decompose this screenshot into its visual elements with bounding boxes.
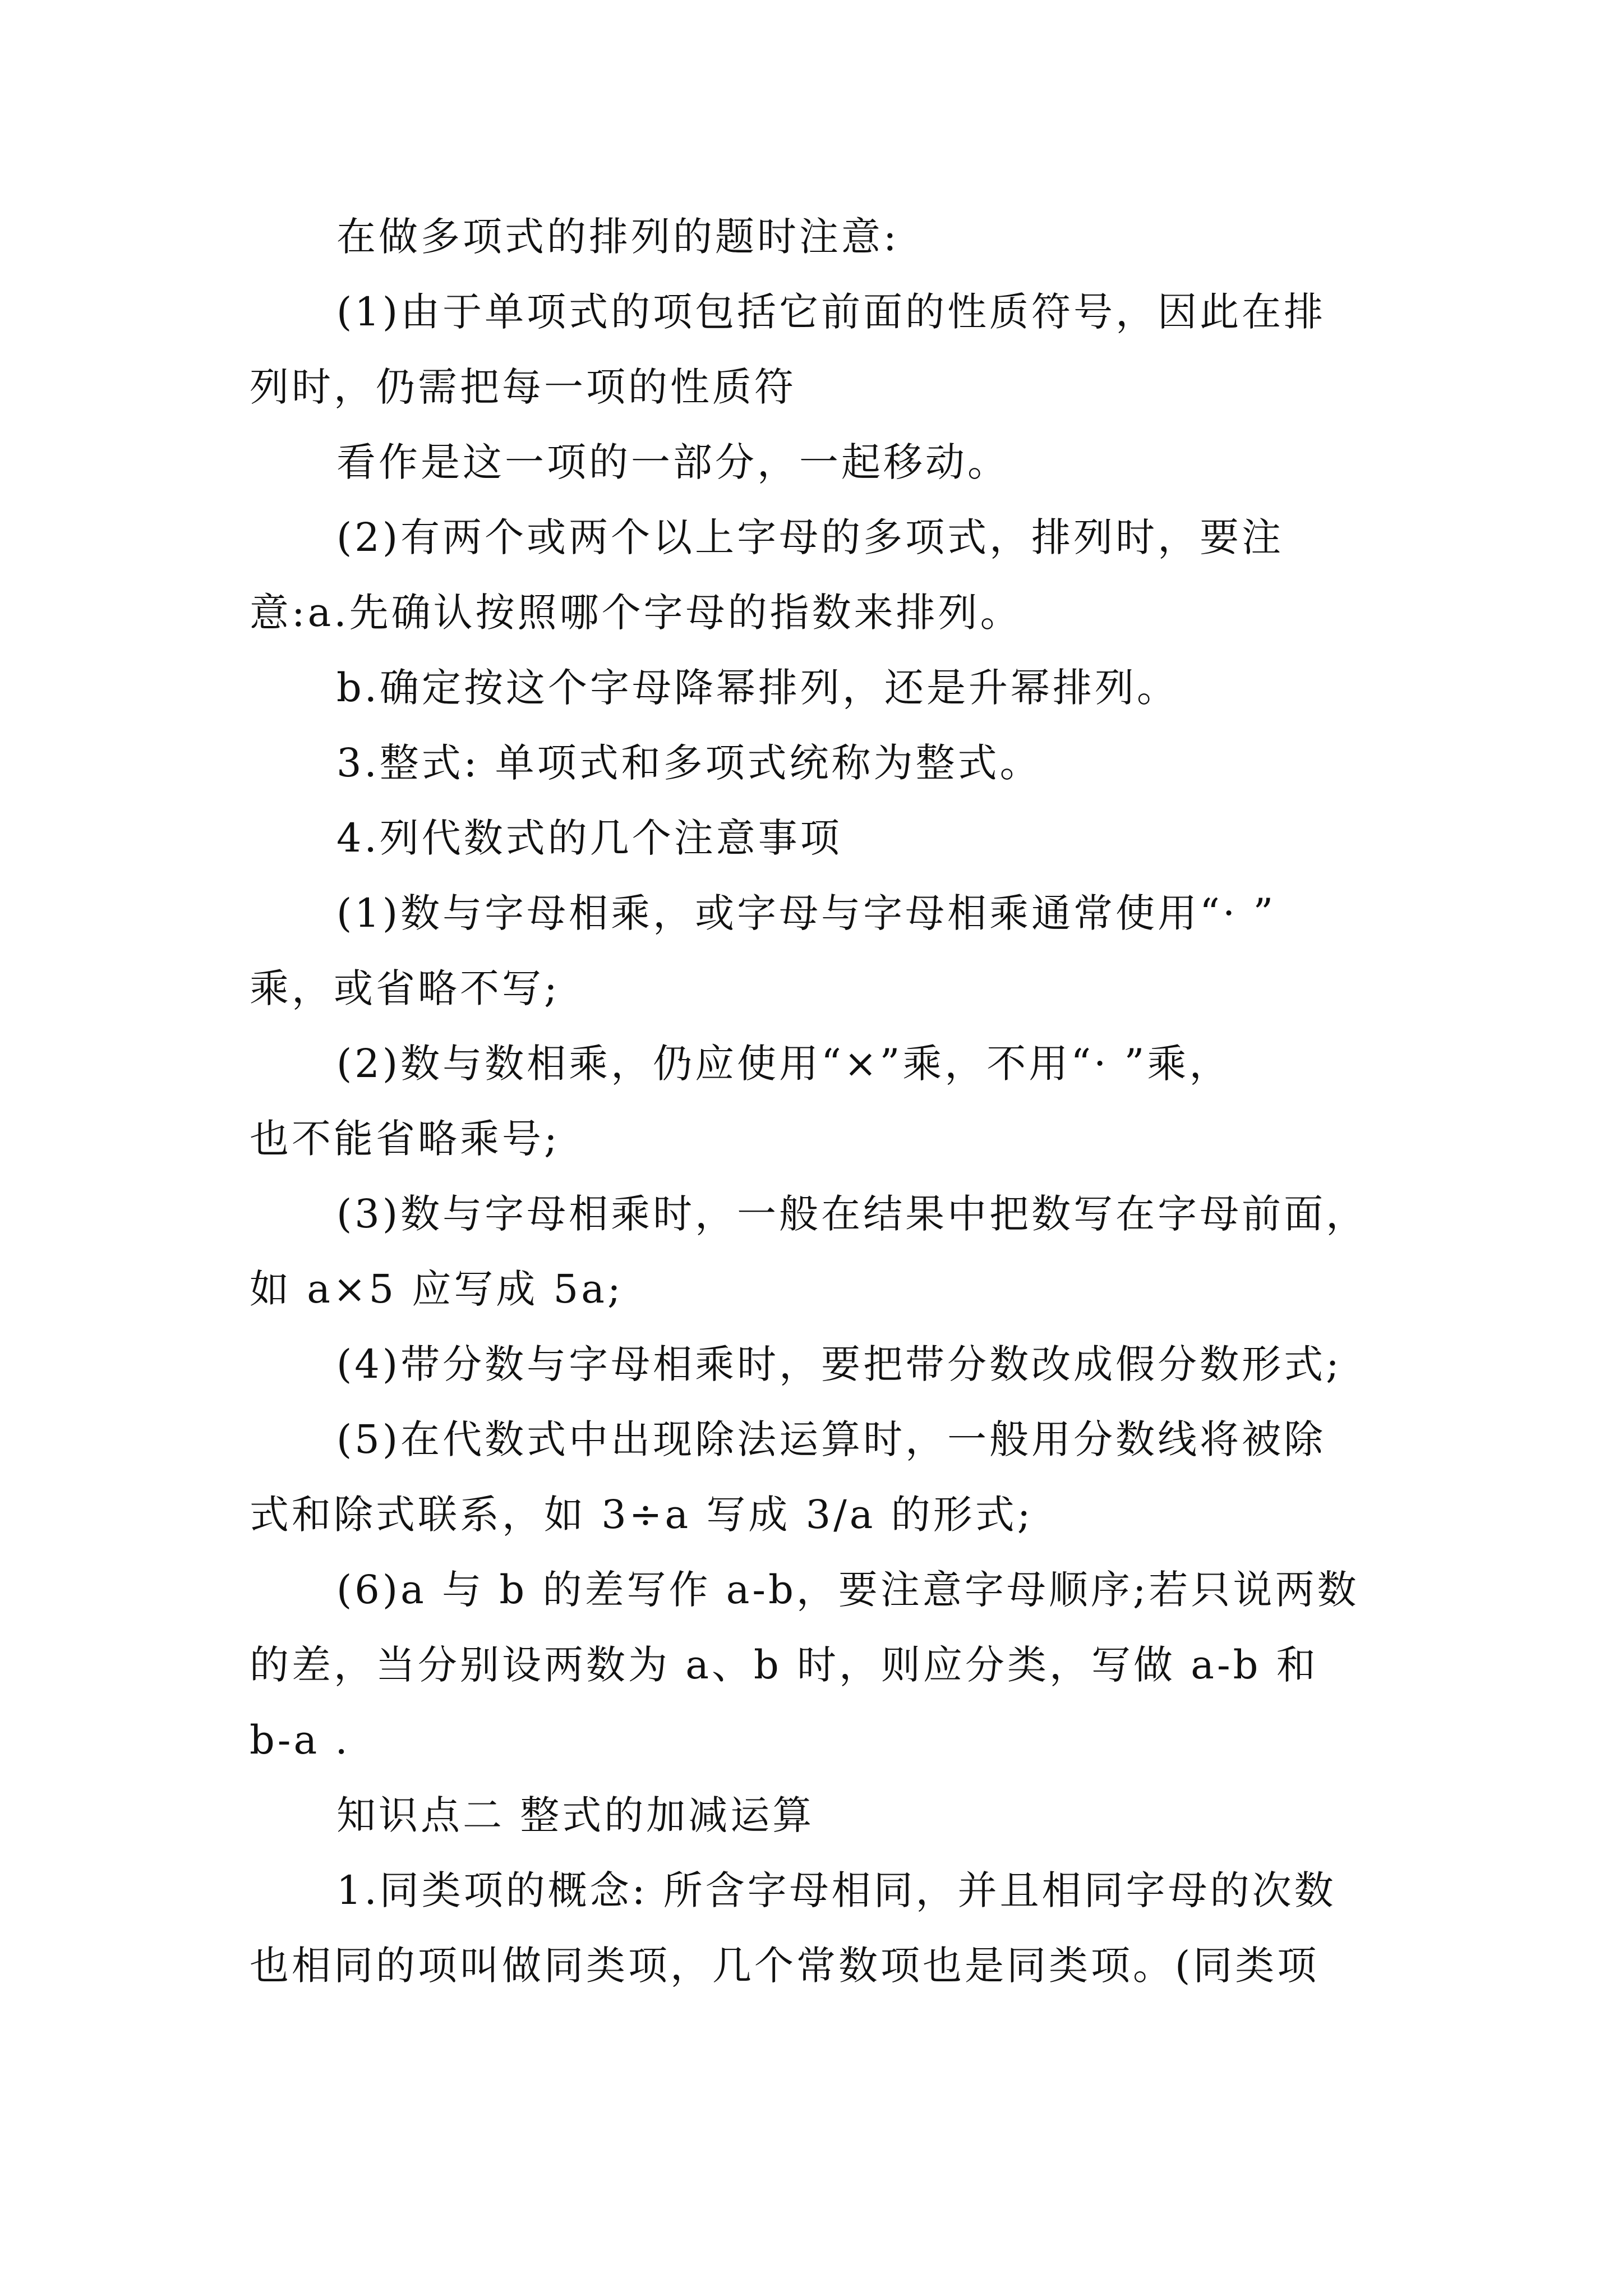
text-line: 在做多项式的排列的题时注意: <box>336 214 900 260</box>
text-line: (6)a 与 b 的差写作 a-b，要注意字母顺序;若只说两数 <box>336 1567 1359 1613</box>
text-line: 如 a×5 应写成 5a; <box>250 1266 624 1312</box>
text-line: (3)数与字母相乘时，一般在结果中把数写在字母前面， <box>336 1191 1368 1237</box>
text-line: 也相同的项叫做同类项，几个常数项也是同类项。(同类项 <box>250 1943 1320 1989</box>
text-line: 3.整式: 单项式和多项式统称为整式。 <box>336 740 1042 786</box>
text-line: 式和除式联系，如 3÷a 写成 3/a 的形式; <box>250 1492 1034 1538</box>
text-line: (4)带分数与字母相乘时，要把带分数改成假分数形式; <box>336 1341 1342 1387</box>
text-line: 乘，或省略不写; <box>250 965 560 1011</box>
text-line: b.确定按这个字母降幂排列，还是升幂排列。 <box>336 665 1179 711</box>
section-heading: 4.列代数式的几个注意事项 <box>336 815 842 861</box>
text-line: 看作是这一项的一部分，一起移动。 <box>336 439 1009 485</box>
text-line: (1)由于单项式的项包括它前面的性质符号，因此在排 <box>336 289 1326 335</box>
text-line: (2)数与数相乘，仍应使用“×”乘，不用“· ”乘， <box>336 1041 1232 1087</box>
section-heading: 知识点二 整式的加减运算 <box>336 1792 815 1838</box>
text-line: 也不能省略乘号; <box>250 1116 560 1162</box>
text-line: (5)在代数式中出现除法运算时，一般用分数线将被除 <box>336 1416 1326 1462</box>
text-line: 列时，仍需把每一项的性质符 <box>250 364 796 410</box>
document-body <box>250 199 1371 2003</box>
text-line: 的差，当分别设两数为 a、b 时，则应分类，写做 a-b 和 <box>250 1642 1318 1688</box>
text-line: (2)有两个或两个以上字母的多项式，排列时，要注 <box>336 514 1284 560</box>
text-line: 1.同类项的概念: 所含字母相同，并且相同字母的次数 <box>336 1867 1336 1913</box>
text-line: (1)数与字母相乘，或字母与字母相乘通常使用“· ” <box>336 890 1276 936</box>
text-line: 意:a.先确认按照哪个字母的指数来排列。 <box>250 590 1022 636</box>
text-line: b-a . <box>250 1717 351 1763</box>
